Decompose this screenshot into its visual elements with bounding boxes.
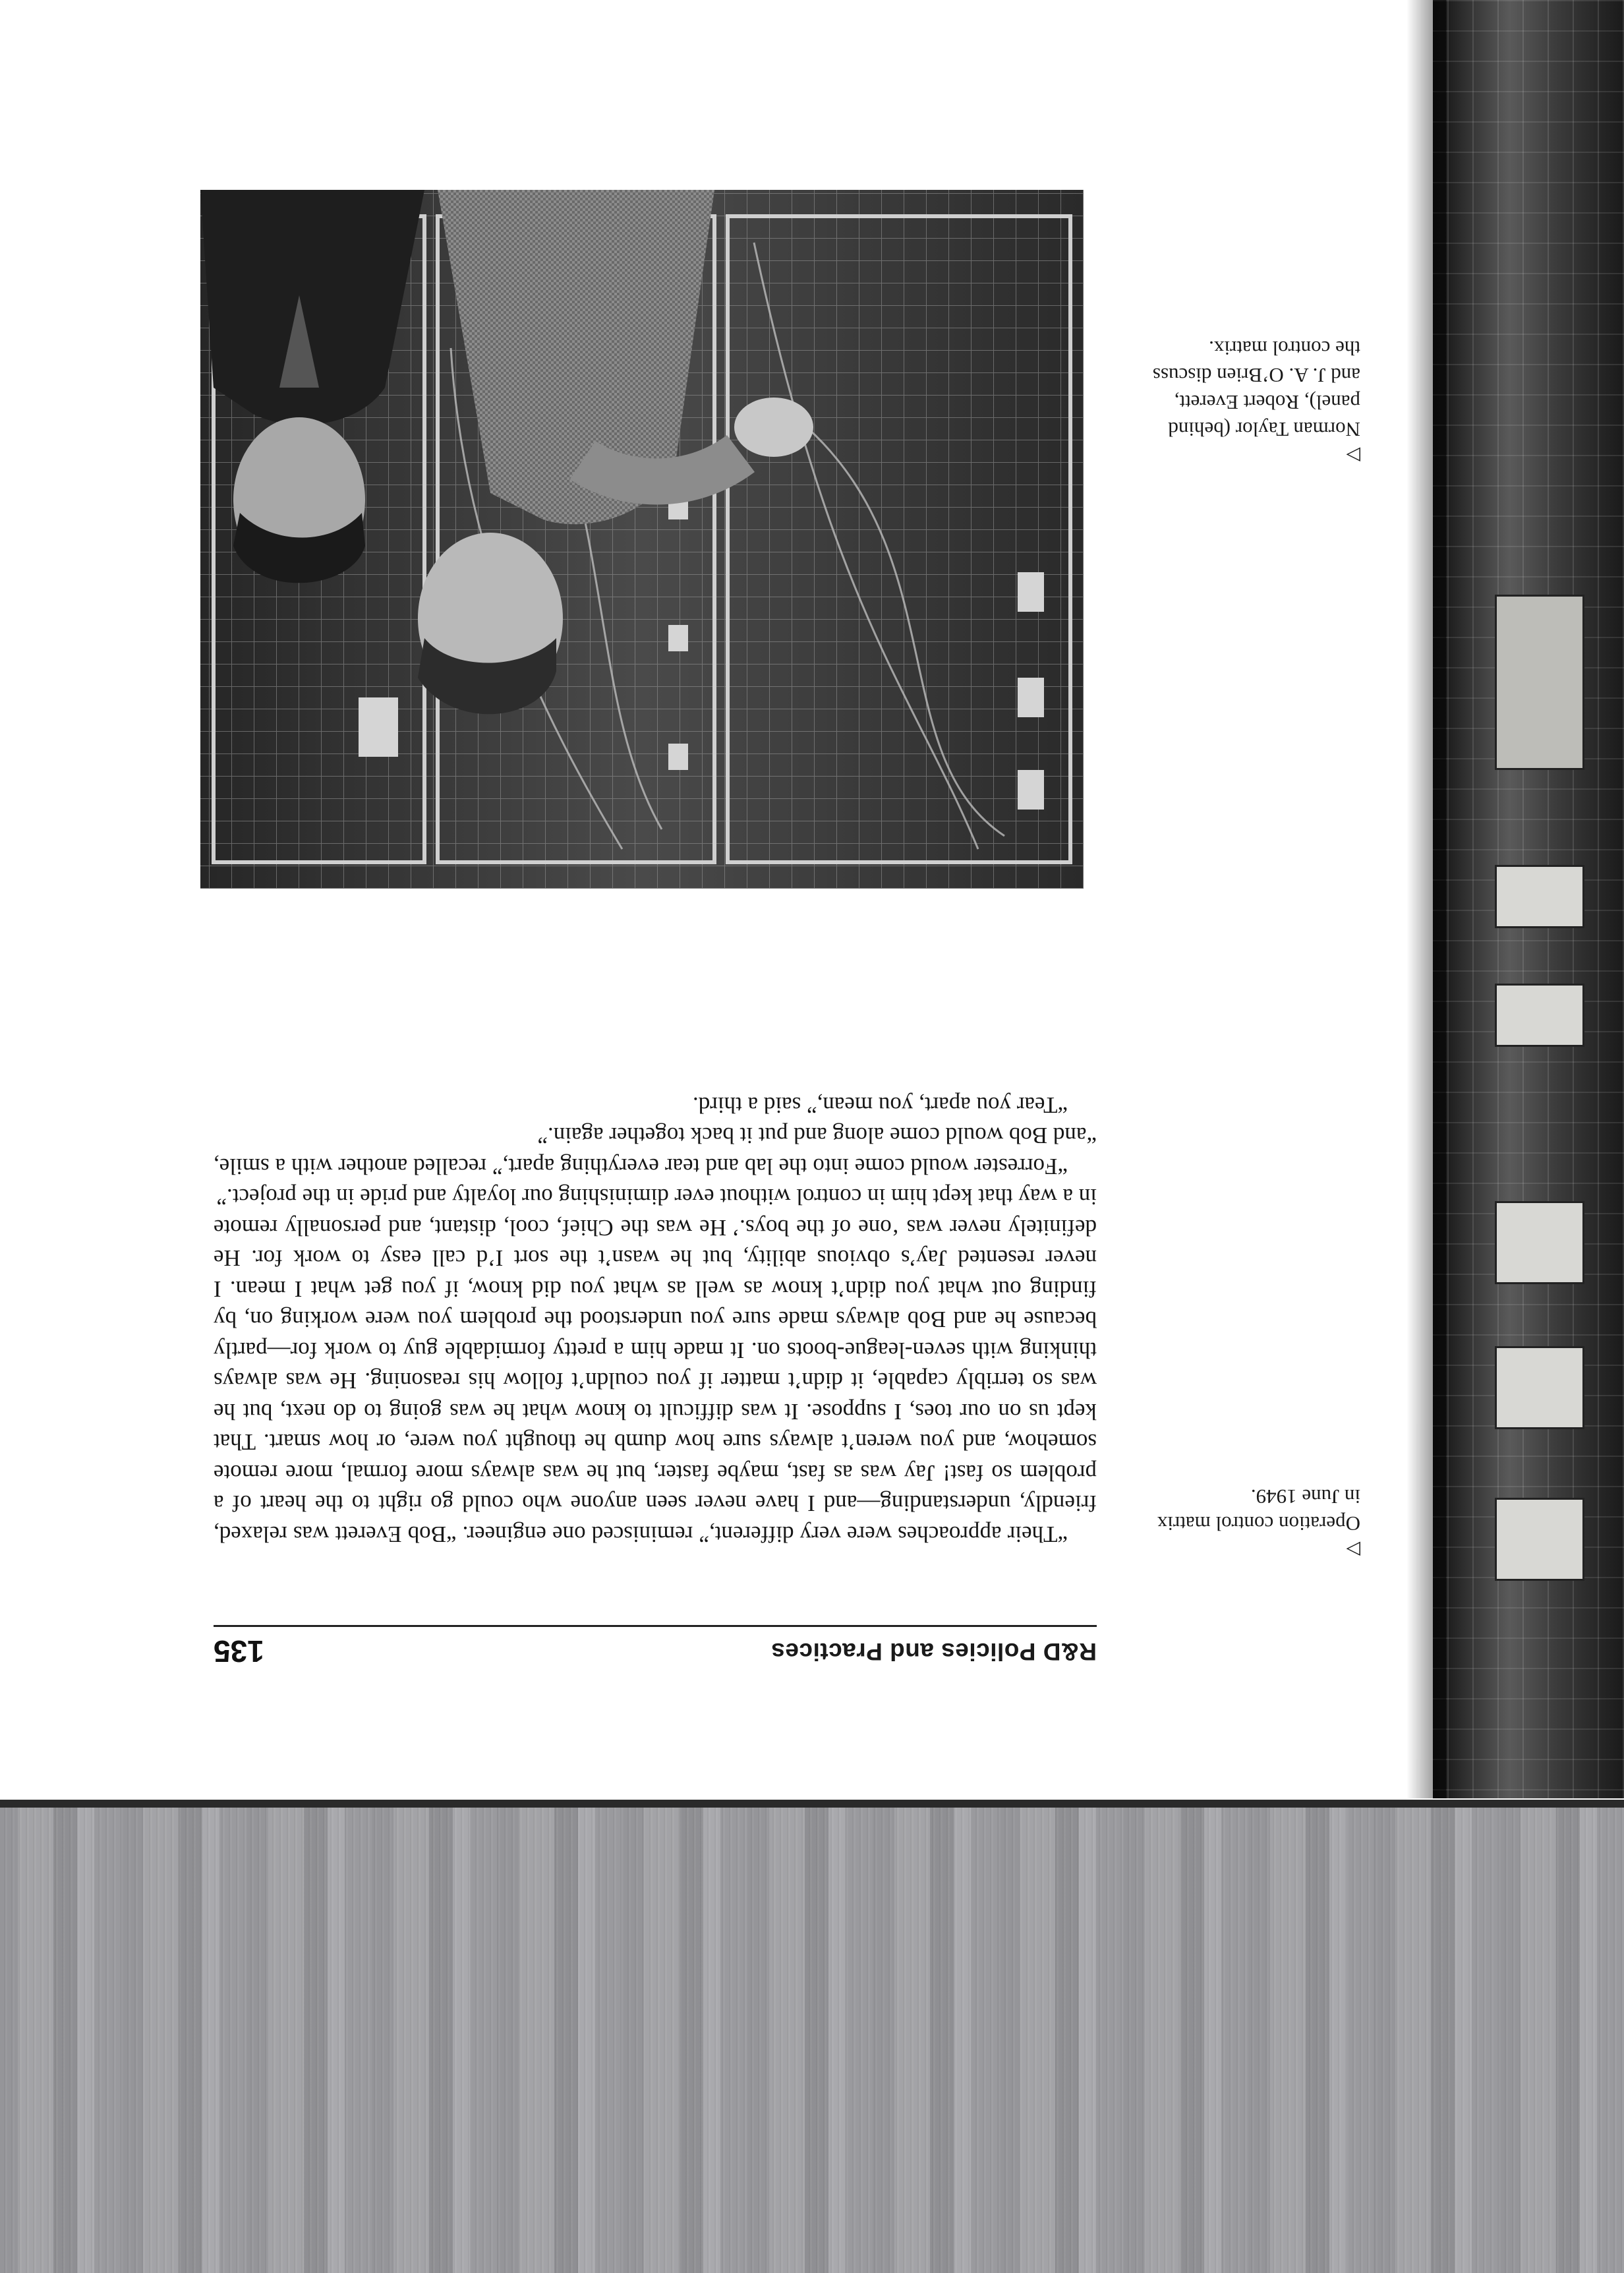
caption-text: Operation control matrix in June 1949.	[1157, 1485, 1360, 1535]
body-text	[214, 1090, 1097, 1550]
paragraph-1: “Their approaches were very different,” reminisced one engineer. “Bob Everett was relaxed, friendly, understanding—and I have never seen anyone who could go right to the heart of a problem so fast! Jay was as fast, maybe faster, but he was always more formal, more remote somehow, and you weren’t always sure how dumb he thought you were, or how smart. That kept us on our toes, I suppose. It was difficult to know what he was going to do next, but he was so terribly capable, it didn’t matter if you couldn’t follow his reasoning. He was always thinking with seven-league-boots on. It made him a pretty formidable guy to work for—partly because he and Bob always made sure you understood the problem you were working on, by finding out what you didn’t know as well as what you did know, if you get what I mean. I never resented Jay’s obvious ability, but he wasn’t the sort I’d call easy to work for. He definitely never was ‘one of the boys.’ He was the Chief, cool, distant, and personally remote in a way that kept him in control without ever diminishing our loyalty and pride in the project.”	[214, 1184, 1097, 1547]
caption-operation-control	[1149, 1483, 1360, 1561]
page-number: 135	[214, 1634, 264, 1668]
paragraph-3: “Tear you apart, you mean,” said a third.	[693, 1092, 1068, 1118]
caption-pointer-icon: ▷	[1346, 1539, 1360, 1560]
facing-page-photo-edge	[1433, 0, 1624, 1798]
gutter-shadow	[1406, 0, 1446, 1798]
caption-photo-people	[1149, 335, 1360, 467]
scanner-bed-strip	[0, 1800, 1624, 2273]
running-head	[214, 1625, 1097, 1680]
paragraph-2: “Forrester would come into the lab and tear everything apart,” recalled another with a smile, “and Bob would come along and put it back together again.”	[214, 1123, 1097, 1179]
photo-engineers-at-control-matrix	[200, 190, 1084, 889]
photo-illustration	[200, 190, 1084, 889]
caption-pointer-icon: ▷	[1346, 445, 1360, 465]
caption-text: Norman Taylor (behind panel), Robert Everett, and J. A. O’Brien discuss the control matrix.	[1152, 337, 1360, 441]
running-head-title: R&D Policies and Practices	[770, 1638, 1097, 1665]
